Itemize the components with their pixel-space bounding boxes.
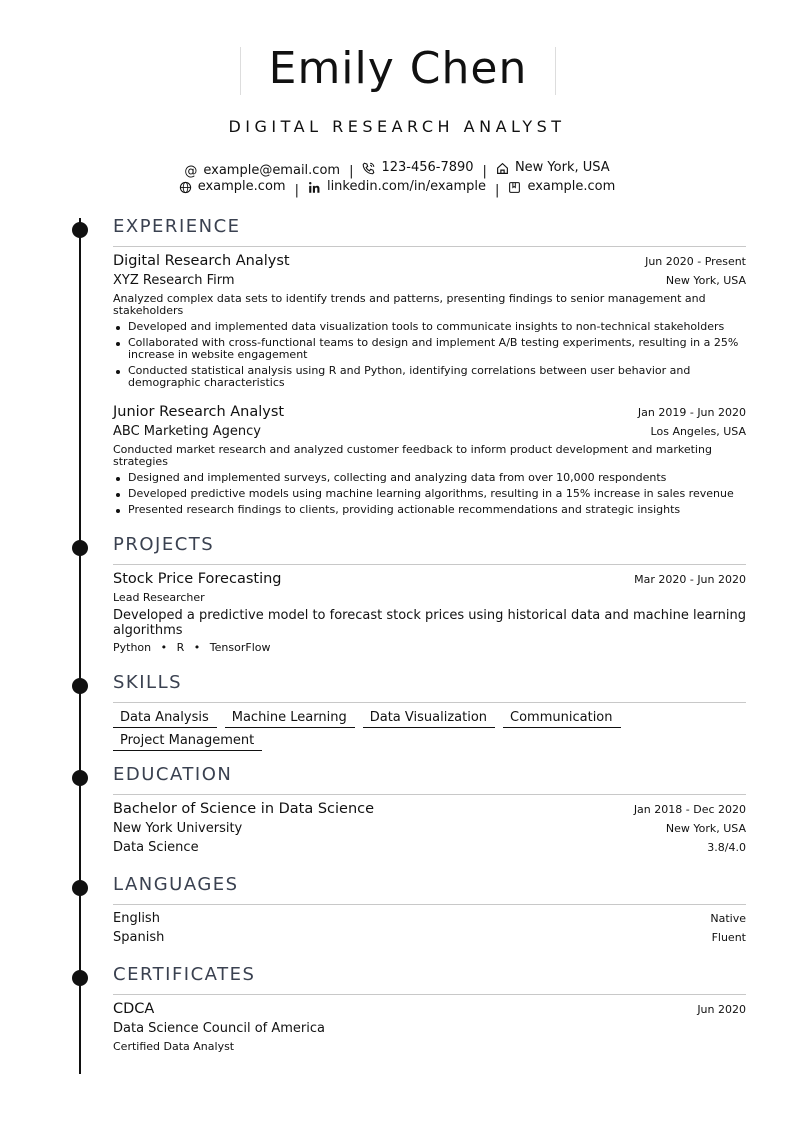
section-divider [113,794,746,795]
timeline-dot-education [72,770,88,786]
project-description: Developed a predictive model to forecast stock prices using historical data and machine learning algorithms [113,608,747,638]
linkedin-item[interactable] [308,179,486,195]
website-item[interactable] [179,179,286,195]
job-company-row-1 [113,273,746,288]
skill-tag: Machine Learning [225,709,355,728]
candidate-name: Emily Chen [268,43,528,94]
timeline-dot-projects [72,540,88,556]
job-header-1 [113,253,746,269]
timeline-dot-skills [72,678,88,694]
certificate-header [113,1001,746,1017]
skill-tag: Data Analysis [113,709,217,728]
contact-line-2: example.com | linkedin.com/in/example | example.com [0,179,794,199]
list-item: Collaborated with cross-functional teams to design and implement A/B testing experiments, resulting in a 25% increase in website engagement [113,337,743,361]
certificate-name: CDCA [113,1001,155,1017]
section-divider [113,702,746,703]
skill-tag: Project Management [113,732,262,751]
education-header [113,801,746,817]
job-company: XYZ Research Firm [113,273,235,288]
education-field-row [113,840,746,855]
certificate-issuer-row [113,1021,746,1036]
job-location: New York, USA [665,274,746,287]
section-title-projects: PROJECTS [113,534,215,555]
language-name: Spanish [113,930,165,945]
project-tech-list: Python • R • TensorFlow [113,641,271,654]
portfolio-item[interactable] [508,179,615,195]
contact-line-1: @ example@email.com | 123-456-7890 | New York, USA [184,160,610,179]
job-bullets-2 [113,472,743,520]
section-divider [113,994,746,995]
degree: Bachelor of Science in Data Science [113,801,375,817]
list-item: Presented research findings to clients, providing actionable recommendations and strategic insights [113,504,743,516]
section-title-education: EDUCATION [113,764,233,785]
linkedin-text: linkedin.com/in/example [326,179,487,194]
section-divider [113,564,746,565]
portfolio-icon [508,181,521,194]
skill-tag: Communication [503,709,620,728]
job-header-2 [113,404,746,420]
list-item: Conducted statistical analysis using R and Python, identifying correlations between user behavior and demographic characteristics [113,365,743,389]
phone-icon [362,162,375,175]
education-school-row [113,821,746,836]
job-bullets-1 [113,321,743,393]
certificate-detail: Certified Data Analyst [113,1040,235,1053]
timeline-dot-certificates [72,970,88,986]
certificate-issuer: Data Science Council of America [113,1021,325,1036]
language-row [113,911,746,926]
website-text: example.com [197,179,286,194]
skills-list [113,709,746,755]
section-title-skills: SKILLS [113,672,183,693]
phone-item[interactable] [362,160,473,176]
tech-item: R [176,641,185,654]
linkedin-icon [308,181,321,194]
list-item: Developed predictive models using machine learning algorithms, resulting in a 15% increase in sales revenue [113,488,743,500]
job-date: Jan 2019 - Jun 2020 [637,406,746,419]
job-location: Los Angeles, USA [650,425,746,438]
job-summary: Analyzed complex data sets to identify trends and patterns, presenting findings to senior management and stakeholders [113,292,706,317]
email-item[interactable] [184,163,340,179]
job-date: Jun 2020 - Present [645,255,746,268]
job-summary: Conducted market research and analyzed customer feedback to inform product development and marketing strategies [113,443,712,468]
project-role: Lead Researcher [113,591,205,604]
project-header [113,571,746,587]
gpa: 3.8/4.0 [707,841,746,854]
certificate-date: Jun 2020 [697,1003,746,1016]
language-name: English [113,911,160,926]
list-item: Developed and implemented data visualization tools to communicate insights to non-technical stakeholders [113,321,743,333]
portfolio-text: example.com [527,179,616,194]
project-date: Mar 2020 - Jun 2020 [634,573,746,586]
education-date: Jan 2018 - Dec 2020 [633,803,746,816]
language-level: Native [710,912,746,925]
tech-item: TensorFlow [209,641,271,654]
location-text: New York, USA [514,160,610,175]
timeline-dot-languages [72,880,88,896]
job-title: DIGITAL RESEARCH ANALYST [228,117,566,136]
section-title-certificates: CERTIFICATES [113,964,256,985]
job-company: ABC Marketing Agency [113,424,261,439]
list-item: Designed and implemented surveys, collecting and analyzing data from over 10,000 respondents [113,472,743,484]
at-icon: @ [184,163,198,179]
phone-text: 123-456-7890 [381,160,474,175]
project-name: Stock Price Forecasting [113,571,282,587]
location-item [496,160,610,176]
job-role: Junior Research Analyst [113,404,285,420]
section-divider [113,246,746,247]
tech-item: Python [113,641,152,654]
job-company-row-2 [113,424,746,439]
school: New York University [113,821,243,836]
timeline-line [79,218,81,1074]
globe-icon [179,181,192,194]
section-title-languages: LANGUAGES [113,874,239,895]
section-divider [113,904,746,905]
job-role: Digital Research Analyst [113,253,290,269]
email-text: example@email.com [203,163,341,178]
language-level: Fluent [711,931,746,944]
skill-tag: Data Visualization [363,709,495,728]
section-title-experience: EXPERIENCE [113,216,241,237]
name-frame [240,43,556,95]
field-of-study: Data Science [113,840,199,855]
timeline-dot-experience [72,222,88,238]
education-location: New York, USA [665,822,746,835]
language-row [113,930,746,945]
home-icon [496,162,509,175]
